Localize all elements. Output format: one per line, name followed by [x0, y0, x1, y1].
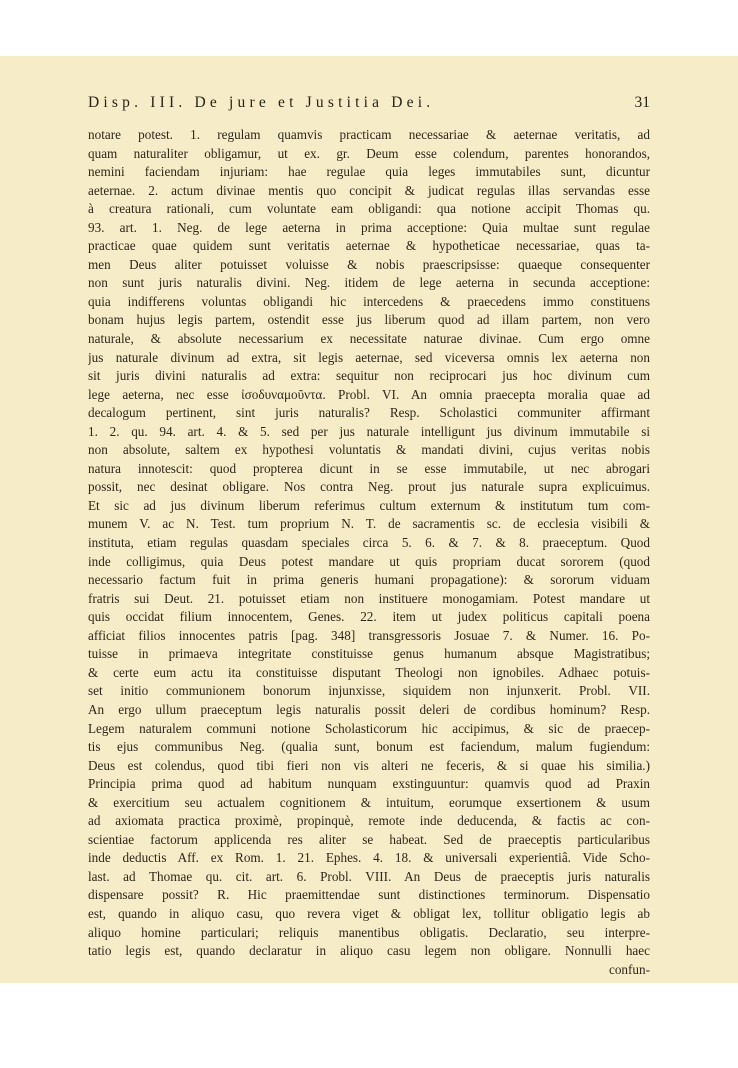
text-line: & exercitium seu actualem cognitionem & intuitum, eorumque exsertionem & usum [88, 794, 650, 810]
text-line: notare potest. 1. regulam quamvis practicam necessariae & aeternae veritatis, ad [88, 127, 650, 142]
running-title: Disp. III. De jure et Justitia Dei. [88, 94, 435, 111]
text-line: fratris sui Deut. 21. potuisset etiam non instituere monogamiam. Potest mandare ut [88, 590, 650, 606]
text-line: jus naturale divinum ad extra, sit legis aeternae, sed viceversa omnis lex aeterna non [88, 349, 650, 365]
body-text [88, 126, 650, 979]
text-line: Legem naturalem communi notione Scholasticorum hic accipimus, & sic de praecep- [88, 720, 650, 736]
text-line: aliquo homine particulari; reliquis manentibus obligatis. Declaratio, seu interpre- [88, 924, 650, 940]
text-line: bonam hujus legis partem, ostendit esse jus liberum quod ad illam partem, non vero [88, 312, 650, 328]
text-line: tatio legis est, quando declaratur in aliquo casu legem non obligare. Nonnulli haec [88, 943, 650, 959]
text-line: afficiat filios innocentes patris [pag. 348] transgressoris Josuae 7. & Numer. 16. Po- [88, 627, 650, 643]
text-line: naturale, & absolute necessarium ex necessitate naturae divinae. Cum ergo omne [88, 331, 650, 347]
text-line: quam naturaliter obligamur, ut ex. gr. Deum esse colendum, parentes honorandos, [88, 145, 650, 161]
text-line: ad axiomata practica proximè, propinquè, remote inde deducenda, & factis ac con- [88, 813, 650, 829]
text-line: non absolute, saltem ex hypothesi voluntatis & mandati divini, cujus veritas nobis [88, 442, 650, 458]
text-line: inde deductis Aff. ex Rom. 1. 21. Ephes. 4. 18. & universali experientiâ. Vide Scho- [88, 850, 650, 866]
text-line: aeternae. 2. actum divinae mentis quo concipit & judicat regulas illas servandas esse [88, 182, 650, 198]
text-line: 93. art. 1. Neg. de lege aeterna in prima acceptione: Quia multae sunt regulae [88, 219, 650, 235]
text-line: decalogum pertinent, sint juris naturalis? Resp. Scholastici communiter affirmant [88, 405, 650, 421]
text-line: à creatura rationali, cum voluntate eam obligandi: qua notione accipit Thomas qu. [88, 201, 650, 217]
text-line: last. ad Thomae qu. cit. art. 6. Probl. VIII. An Deus de praeceptis juris naturalis [88, 868, 650, 884]
text-line: men Deus aliter potuisset voluisse & nobis praescripsisse: quaeque consequenter [88, 256, 650, 272]
running-header [88, 94, 650, 116]
text-line: tuisse in primaeva integritate constituisse genus humanum absque Magistratibus; [88, 646, 650, 662]
text-line: lege aeterna, nec esse ἰσοδυναμοῦντα. Probl. VI. An omnia praecepta moralia quae ad [88, 386, 650, 402]
text-line: confun- [608, 961, 650, 977]
text-line: Deus est colendus, quod tibi fieri non vis alteri ne feceris, & si quae his similia.) [88, 757, 650, 773]
text-line: instituta, etiam regulas quasdam speciales circa 5. 6. & 7. & 8. praeceptum. Quod [88, 535, 650, 551]
text-line: quis occidat filium innocentem, Genes. 22. item ut judex politicus capitali poena [88, 609, 650, 625]
text-line: Principia prima quod ad habitum nunquam exstinguuntur: quamvis quod ad Praxin [88, 776, 650, 792]
text-line: sit juris divini naturalis ad extra: sequitur non reciprocari jus hoc divinum cum [88, 368, 650, 384]
text-line: tis ejus communibus Neg. (qualia sunt, bonum est faciendum, malum fugiendum: [88, 739, 650, 755]
book-page [0, 56, 738, 983]
text-line: nemini faciendam injuriam: hae regulae quia leges immutabiles sunt, dicuntur [88, 164, 650, 180]
text-line: dispensare possit? R. Hic praemittendae sunt distinctiones terminorum. Dispensatio [88, 887, 650, 903]
text-line: est, quando in aliquo casu, quo revera viget & obligat lex, tollitur obligatio legis ab [88, 905, 650, 921]
text-line: non sunt juris naturalis divini. Neg. itidem de lege aeterna in secunda acceptione: [88, 275, 650, 291]
text-line: scientiae factorum applicenda res aliter se habeat. Sed de praeceptis particularibus [88, 831, 650, 847]
text-line: inde colligimus, quia Deus potest mandare ut quis propriam ducat sororem (quod [88, 553, 650, 569]
text-line: quia indifferens voluntas obligandi hic intercedens & praecedens immo constituens [88, 293, 650, 309]
text-line: natura innotescit: quod propterea dicunt in se esse immutabile, ut nec abrogari [88, 460, 650, 476]
text-line: necessario factum fuit in prima generis humani propagatione): & sororum viduam [88, 572, 650, 588]
text-line: 1. 2. qu. 94. art. 4. & 5. sed per jus naturale intelligunt jus divinum immutabile si [88, 423, 650, 439]
page-number: 31 [634, 94, 650, 111]
text-line: An ergo ullum praeceptum legis naturalis possit deleri de cordibus hominum? Resp. [88, 701, 650, 717]
text-line: set initio communionem bonorum injunxisse, siquidem non injunxerit. Probl. VII. [88, 683, 650, 699]
text-line: & certe eum actu ita constituisse disputant Theologi non ignobiles. Adhaec potuis- [88, 664, 650, 680]
text-line: possit, nec desinat obligare. Nos contra Neg. prout jus naturale supra explicuimus. [88, 479, 650, 495]
text-line: munem V. ac N. Test. tum proprium N. T. de sacramentis sc. de ecclesia visibili & [88, 516, 650, 532]
text-line: Et sic ad jus divinum liberum referimus cultum externum & institutum tum com- [88, 497, 650, 513]
text-line: practicae quae quidem sunt veritatis aeternae & hypotheticae necessariae, quas ta- [88, 238, 650, 254]
